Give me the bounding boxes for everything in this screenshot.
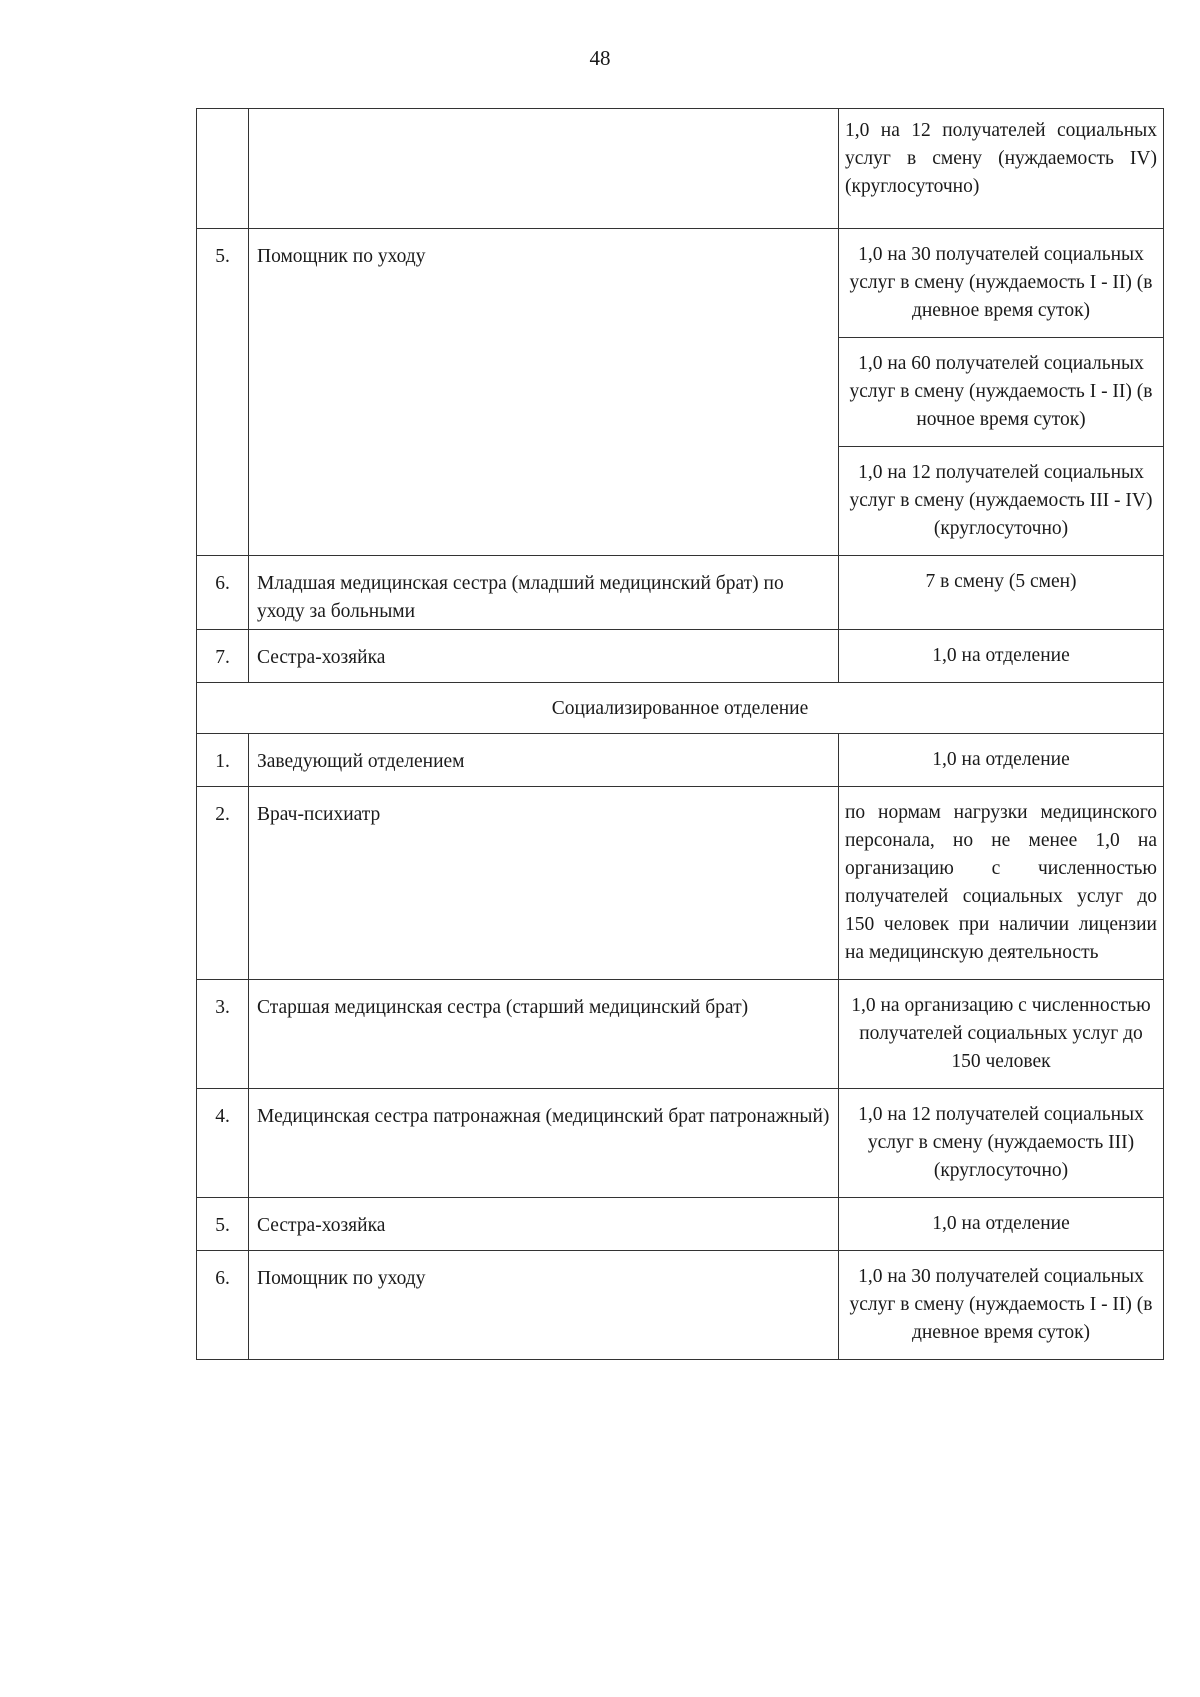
position-name: Врач-психиатр <box>249 787 839 980</box>
position-name: Помощник по уходу <box>249 229 839 556</box>
row-number: 5. <box>197 229 249 556</box>
position-cell <box>249 109 839 229</box>
row-number: 4. <box>197 1089 249 1198</box>
row-number: 7. <box>197 630 249 683</box>
norm-cell: по нормам нагрузки медицинского персонала, но не менее 1,0 на организацию с численностью получателей социальных услуг до 150 человек при наличии лицензии на медицинскую деятельность <box>839 787 1164 980</box>
row-number: 6. <box>197 556 249 630</box>
table-row <box>197 1198 1164 1251</box>
norm-cell: 1,0 на 12 получателей социальных услуг в смену (нуждаемость III) (круглосуточно) <box>839 1089 1164 1198</box>
table-row <box>197 734 1164 787</box>
norm-cell: 1,0 на отделение <box>839 1198 1164 1251</box>
norm-cell: 1,0 на 60 получателей социальных услуг в смену (нуждаемость I - II) (в ночное время суток) <box>839 338 1164 447</box>
staffing-table <box>196 108 1164 1360</box>
norm-cell: 1,0 на 12 получателей социальных услуг в смену (нуждаемость IV) (круглосуточно) <box>839 109 1164 229</box>
position-name: Заведующий отделением <box>249 734 839 787</box>
table-row <box>197 980 1164 1089</box>
position-name: Младшая медицинская сестра (младший медицинский брат) по уходу за больными <box>249 556 839 630</box>
page-number: 48 <box>589 46 611 70</box>
norm-cell: 1,0 на 30 получателей социальных услуг в смену (нуждаемость I - II) (в дневное время суток) <box>839 229 1164 338</box>
table-row <box>197 229 1164 338</box>
row-number: 3. <box>197 980 249 1089</box>
table-row <box>197 1089 1164 1198</box>
norm-cell: 1,0 на организацию с численностью получателей социальных услуг до 150 человек <box>839 980 1164 1089</box>
table-row <box>197 787 1164 980</box>
position-name: Сестра-хозяйка <box>249 1198 839 1251</box>
norm-cell: 1,0 на 30 получателей социальных услуг в смену (нуждаемость I - II) (в дневное время суток) <box>839 1251 1164 1360</box>
position-name: Медицинская сестра патронажная (медицинский брат патронажный) <box>249 1089 839 1198</box>
section-header-row <box>197 683 1164 734</box>
row-number: 5. <box>197 1198 249 1251</box>
norm-cell: 1,0 на отделение <box>839 630 1164 683</box>
row-number-cell <box>197 109 249 229</box>
norm-cell: 1,0 на отделение <box>839 734 1164 787</box>
position-name: Старшая медицинская сестра (старший медицинский брат) <box>249 980 839 1089</box>
section-title: Социализированное отделение <box>197 683 1164 734</box>
table-row <box>197 630 1164 683</box>
norm-cell: 1,0 на 12 получателей социальных услуг в смену (нуждаемость III - IV) (круглосуточно) <box>839 447 1164 556</box>
norm-cell: 7 в смену (5 смен) <box>839 556 1164 630</box>
row-number: 2. <box>197 787 249 980</box>
row-number: 6. <box>197 1251 249 1360</box>
table-row <box>197 109 1164 229</box>
table-row <box>197 1251 1164 1360</box>
table-row <box>197 556 1164 630</box>
row-number: 1. <box>197 734 249 787</box>
position-name: Помощник по уходу <box>249 1251 839 1360</box>
position-name: Сестра-хозяйка <box>249 630 839 683</box>
